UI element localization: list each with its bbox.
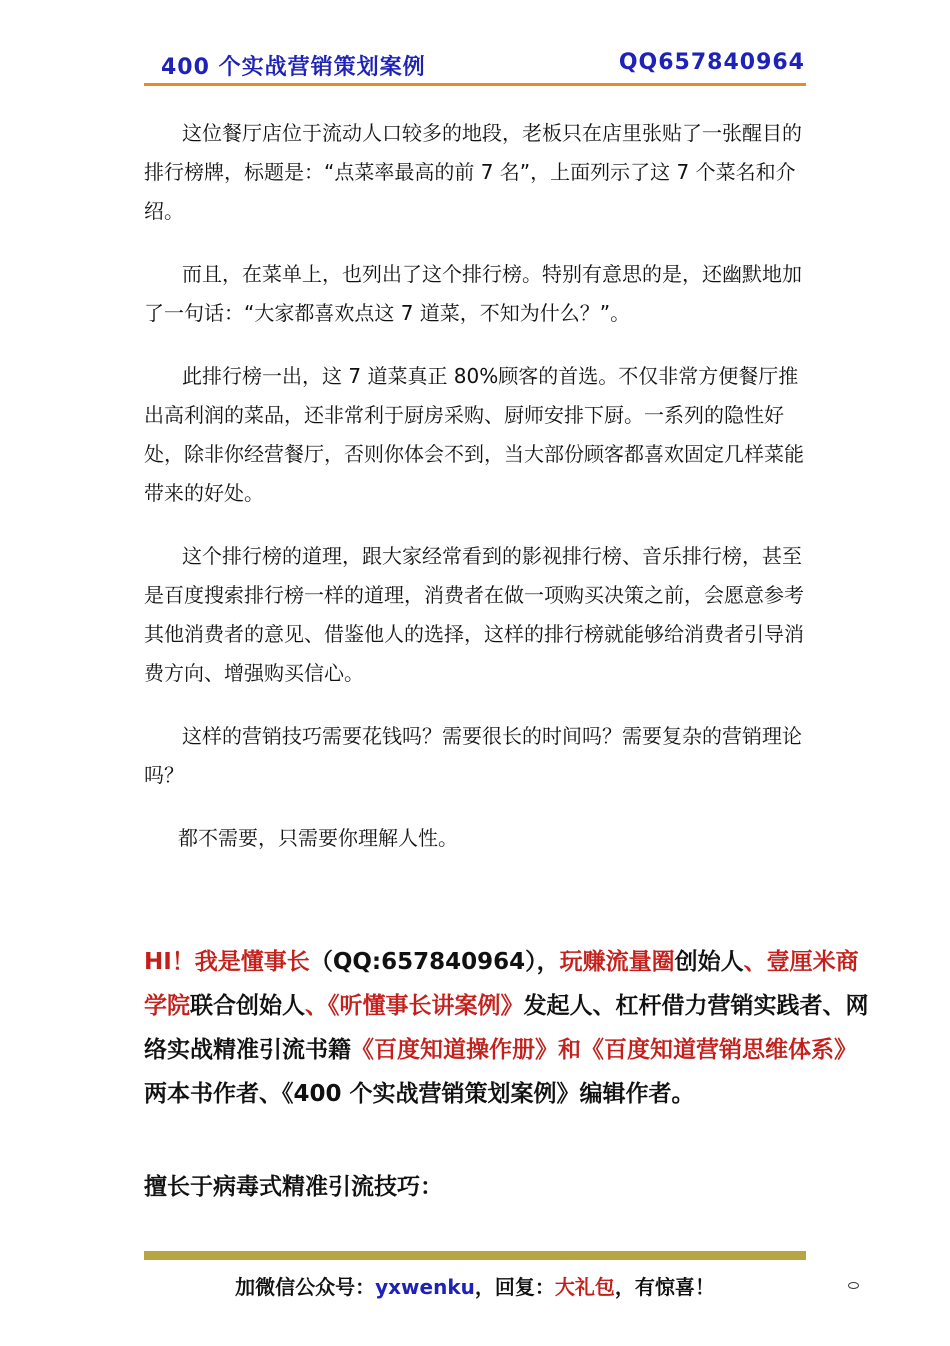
- corner-mark-icon: [848, 1282, 859, 1289]
- paragraph: 这个排行榜的道理，跟大家经常看到的影视排行榜、音乐排行榜，甚至是百度搜索排行榜一样的道理，消费者在做一项购买决策之前，会愿意参考其他消费者的意见、借鉴他人的选择，这样的排行榜就能够给消费者引导消费方向、增强购买信心。: [144, 544, 804, 685]
- article-body: [144, 114, 806, 882]
- header-title: 400 个实战营销策划案例: [161, 55, 426, 80]
- header-qq: QQ657840964: [618, 50, 805, 75]
- bio-separator: 、: [743, 949, 767, 975]
- bio-text: 联合创始人: [190, 993, 305, 1019]
- footer-promo: [0, 1271, 950, 1300]
- bio-separator: 、: [305, 993, 328, 1019]
- footer-keyword: 大礼包: [554, 1275, 615, 1299]
- bio-greeting: HI！我是懂事长: [144, 949, 310, 975]
- paragraph: 这样的营销技巧需要花钱吗？需要很长的时间吗？需要复杂的营销理论吗？: [144, 724, 802, 787]
- bio-text: 两本书作者、《400 个实战营销策划案例》编辑作者。: [144, 1081, 695, 1107]
- bio-brand: 壹厘米商学院: [144, 949, 859, 1019]
- bio-text: 发起人、杠杆借力营销实践者、网络实战精准引流书籍: [144, 993, 869, 1063]
- bio-brand: 《百度知道操作册》和《百度知道营销思维体系》: [351, 1037, 857, 1063]
- bio-brand: 玩赚流量圈: [559, 949, 675, 975]
- bio-text: 创始人: [674, 949, 744, 975]
- paragraph: 都不需要，只需要你理解人性。: [178, 826, 458, 850]
- bio-qq: （QQ:657840964），: [309, 949, 560, 975]
- paragraph: 此排行榜一出，这 7 道菜真正 80%顾客的首选。不仅非常方便餐厅推出高利润的菜品，还非常利于厨房采购、厨师安排下厨。一系列的隐性好处，除非你经营餐厅，否则你体会不到，当大部份顾客都喜欢固定几样菜能带来的好处。: [144, 364, 804, 505]
- footer-suffix: ，有惊喜！: [614, 1275, 715, 1299]
- skill-heading: 擅长于病毒式精准引流技巧：: [144, 1174, 443, 1200]
- bio-brand: 《听懂事长讲案例》: [328, 993, 524, 1019]
- footer-prefix: 加微信公众号：: [235, 1275, 376, 1299]
- header-divider: [144, 83, 806, 86]
- footer-divider: [144, 1251, 806, 1260]
- footer-middle: ，回复：: [474, 1275, 555, 1299]
- author-bio: [144, 940, 874, 1116]
- paragraph: 而且，在菜单上，也列出了这个排行榜。特别有意思的是，还幽默地加了一句话：“大家都喜欢点这 7 道菜，不知为什么？”。: [144, 262, 802, 325]
- paragraph: 这位餐厅店位于流动人口较多的地段，老板只在店里张贴了一张醒目的排行榜牌，标题是：“点菜率最高的前 7 名”，上面列示了这 7 个菜名和介绍。: [144, 121, 802, 223]
- footer-account: yxwenku: [375, 1275, 475, 1299]
